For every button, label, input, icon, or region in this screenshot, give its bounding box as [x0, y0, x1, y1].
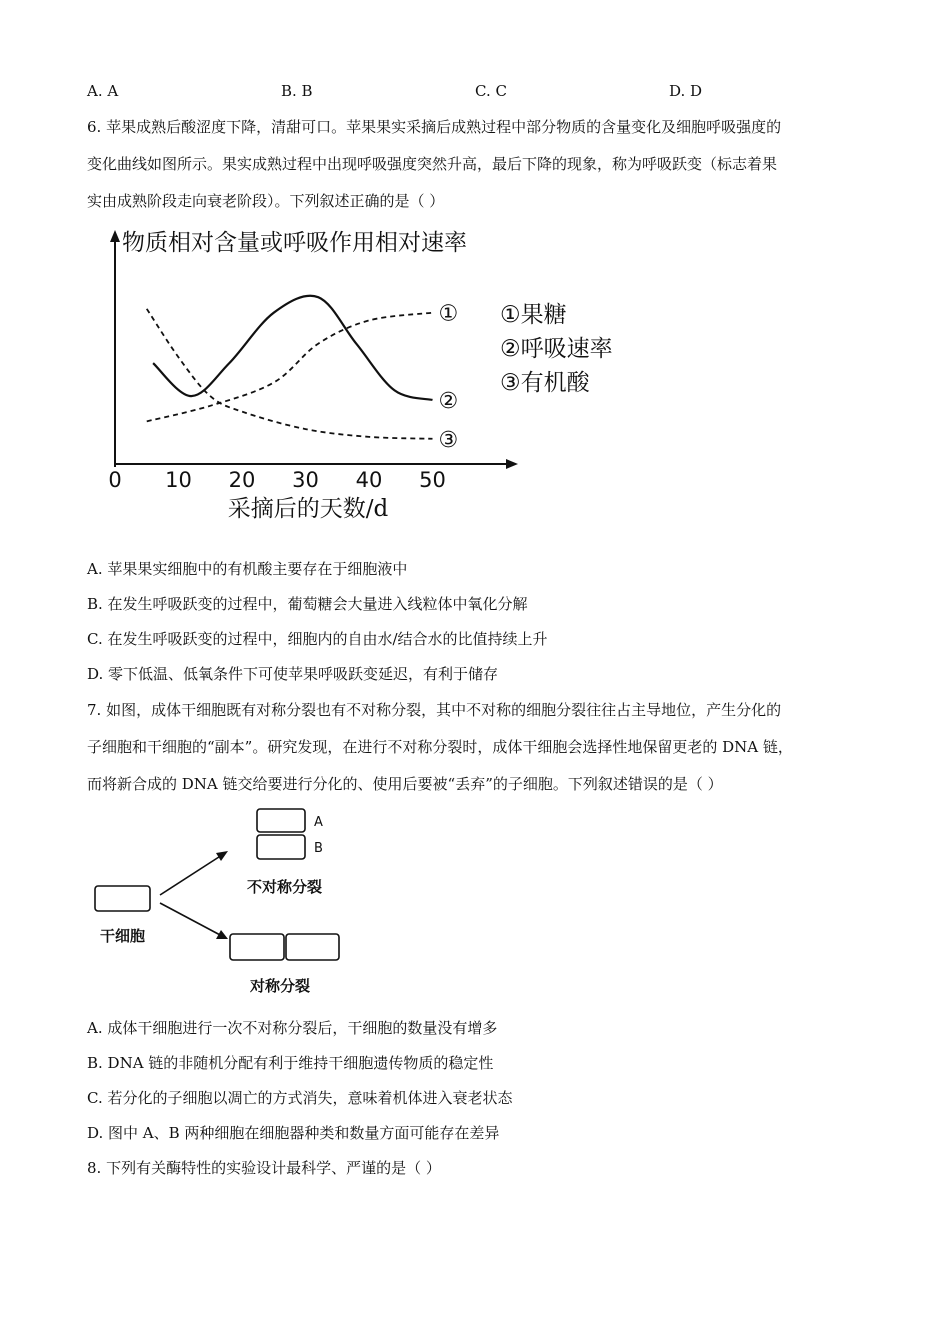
q7-option-d: D. 图中 A、B 两种细胞在细胞器种类和数量方面可能存在差异 [87, 1124, 500, 1142]
q7-stem-line-3: 而将新合成的 DNA 链交给要进行分化的、使用后要被“丢弃”的子细胞。下列叙述错误的是（ ） [87, 775, 723, 793]
x-tick-label: 40 [355, 468, 383, 492]
label-b: B [314, 841, 323, 856]
prev-option-b: B. B [281, 82, 313, 100]
x-axis-arrow [506, 459, 518, 469]
q6-option-c: C. 在发生呼吸跃变的过程中，细胞内的自由水/结合水的比值持续上升 [87, 630, 548, 648]
x-tick-label: 30 [292, 468, 319, 492]
q7-option-b: B. DNA 链的非随机分配有利于维持干细胞遗传物质的稳定性 [87, 1054, 494, 1072]
arrow-up-head [216, 851, 228, 861]
legend-item-1: ①果糖 [500, 302, 567, 328]
arrow-down-line [160, 903, 222, 936]
cell-b [257, 835, 305, 859]
label-stem: 干细胞 [100, 927, 146, 945]
cell-a [257, 809, 305, 832]
prev-option-c: C. C [475, 82, 507, 100]
prev-option-d: D. D [669, 82, 703, 100]
chart-ylabel: 物质相对含量或呼吸作用相对速率 [122, 230, 467, 256]
label-asym: 不对称分裂 [247, 878, 323, 896]
series-line-2 [153, 296, 432, 400]
q7-cell-diagram [88, 805, 368, 1005]
legend-item-2: ②呼吸速率 [500, 336, 613, 362]
x-tick-label: 0 [108, 468, 122, 492]
stem-cell [95, 886, 150, 911]
legend-item-3: ③有机酸 [500, 370, 590, 396]
label-sym: 对称分裂 [250, 977, 311, 995]
q6-stem-line-1: 6. 苹果成熟后酸涩度下降，清甜可口。苹果果实采摘后成熟过程中部分物质的含量变化及细胞呼吸强度的 [87, 118, 782, 136]
prev-option-a: A. A [87, 82, 119, 100]
x-tick-label: 20 [228, 468, 256, 492]
y-axis-arrow [110, 230, 120, 242]
series-label-2: ② [438, 388, 459, 414]
q6-option-d: D. 零下低温、低氧条件下可使苹果呼吸跃变延迟，有利于储存 [87, 665, 499, 683]
x-tick-label: 50 [419, 468, 446, 492]
q6-option-b: B. 在发生呼吸跃变的过程中，葡萄糖会大量进入线粒体中氧化分解 [87, 595, 528, 613]
q7-option-a: A. 成体干细胞进行一次不对称分裂后，干细胞的数量没有增多 [87, 1019, 498, 1037]
q7-option-c: C. 若分化的子细胞以凋亡的方式消失，意味着机体进入衰老状态 [87, 1089, 513, 1107]
sym-cell-1 [230, 934, 284, 960]
q7-stem-line-1: 7. 如图，成体干细胞既有对称分裂也有不对称分裂，其中不对称的细胞分裂往往占主导地位，产生分化的 [87, 701, 782, 719]
q6-option-a: A. 苹果果实细胞中的有机酸主要存在于细胞液中 [87, 560, 408, 578]
arrow-up-line [160, 855, 222, 895]
series-line-1 [147, 313, 433, 422]
series-label-1: ① [438, 301, 459, 327]
q8-stem: 8. 下列有关酶特性的实验设计最科学、严谨的是（ ） [87, 1159, 441, 1177]
sym-cell-2 [286, 934, 339, 960]
series-line-3 [147, 309, 433, 439]
series-label-3: ③ [438, 427, 459, 453]
chart-xlabel: 采摘后的天数/d [227, 496, 389, 522]
q6-stem-line-2: 变化曲线如图所示。果实成熟过程中出现呼吸强度突然升高，最后下降的现象，称为呼吸跃变（标志着果 [87, 155, 778, 173]
q7-stem-line-2: 子细胞和干细胞的“副本”。研究发现，在进行不对称分裂时，成体干细胞会选择性地保留更老的 DNA 链， [87, 738, 793, 756]
q6-chart [100, 222, 650, 522]
q6-stem-line-3: 实由成熟阶段走向衰老阶段）。下列叙述正确的是（ ） [87, 192, 445, 210]
x-tick-label: 10 [165, 468, 192, 492]
label-a: A [314, 815, 323, 830]
